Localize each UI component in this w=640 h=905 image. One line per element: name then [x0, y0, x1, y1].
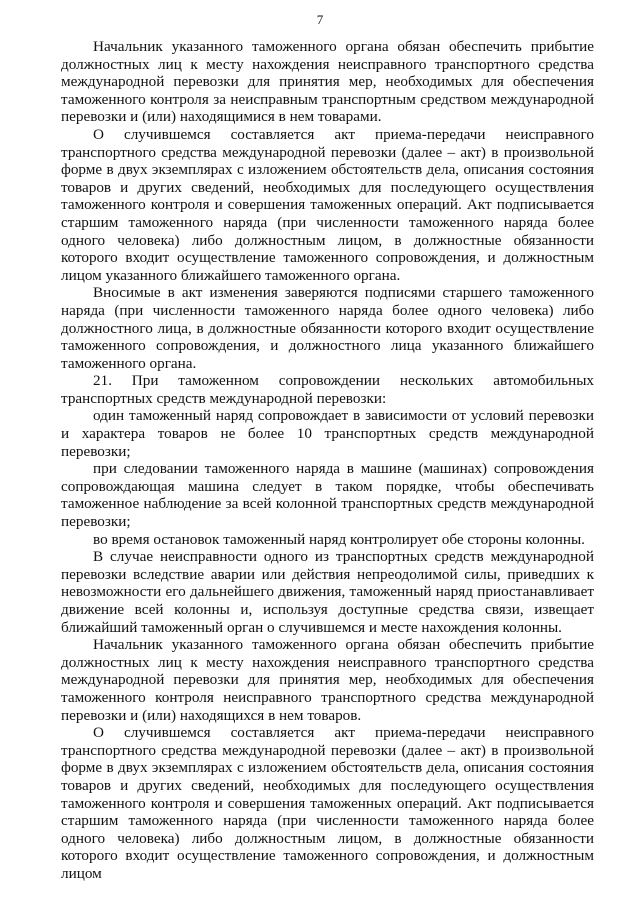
- paragraph: В случае неисправности одного из транспортных средств международной перевозки вследствие аварии или действия непреодолимой силы, приведших к невозможности его дальнейшего движения, таможенный наряд приостанавливает движение всей колонны и, используя доступные средства связи, извещает ближайший таможенный орган о случившемся и месте нахождения колонны.: [61, 548, 594, 636]
- paragraph: О случившемся составляется акт приема-передачи неисправного транспортного средства международной перевозки (далее – акт) в произвольной форме в двух экземплярах с изложением обстоятельств дела, описания состояния товаров и других сведений, необходимых для последующего осуществления таможенного контроля и совершения таможенных операций. Акт подписывается старшим таможенного наряда (при численности таможенного наряда более одного человека) либо должностным лицом, в должностные обязанности которого входит осуществление таможенного сопровождения, и должностным лицом указанного ближайшего таможенного органа.: [61, 125, 594, 284]
- paragraph: Начальник указанного таможенного органа обязан обеспечить прибытие должностных лиц к месту нахождения неисправного транспортного средства международной перевозки для принятия мер, необходимых для обеспечения таможенного контроля за неисправным транспортным средством международной перевозки и (или) находящимися в нем товарами.: [61, 38, 594, 126]
- paragraph: Начальник указанного таможенного органа обязан обеспечить прибытие должностных лиц к месту нахождения неисправного транспортного средства международной перевозки для принятия мер, необходимых для обеспечения таможенного контроля неисправного транспортного средства международной перевозки и (или) находящихся в нем товаров.: [61, 636, 594, 724]
- paragraph: 21. При таможенном сопровождении нескольких автомобильных транспортных средств международной перевозки:: [61, 372, 594, 407]
- paragraph: при следовании таможенного наряда в машине (машинах) сопровождения сопровождающая машина следует в таком порядке, чтобы обеспечивать таможенное наблюдение за всей колонной транспортных средств международной перевозки;: [61, 460, 594, 531]
- document-body: [61, 38, 594, 883]
- paragraph: во время остановок таможенный наряд контролирует обе стороны колонны.: [93, 530, 585, 548]
- paragraph: Вносимые в акт изменения заверяются подписями старшего таможенного наряда (при численности таможенного наряда более одного человека) либо должностного лица, в должностные обязанности которого входит осуществление таможенного сопровождения, и должностного лица указанного ближайшего таможенного органа.: [61, 284, 594, 372]
- paragraph: один таможенный наряд сопровождает в зависимости от условий перевозки и характера товаров не более 10 транспортных средств международной перевозки;: [61, 407, 594, 460]
- paragraph: О случившемся составляется акт приема-передачи неисправного транспортного средства международной перевозки (далее – акт) в произвольной форме в двух экземплярах с изложением обстоятельств дела, описания состояния товаров и других сведений, необходимых для последующего осуществления таможенного контроля и совершения таможенных операций. Акт подписывается старшим таможенного наряда (при численности таможенного наряда более одного человека) либо должностным лицом, в должностные обязанности которого входит осуществление таможенного сопровождения, и должностным лицом: [61, 724, 594, 882]
- page-number: 7: [316, 12, 324, 27]
